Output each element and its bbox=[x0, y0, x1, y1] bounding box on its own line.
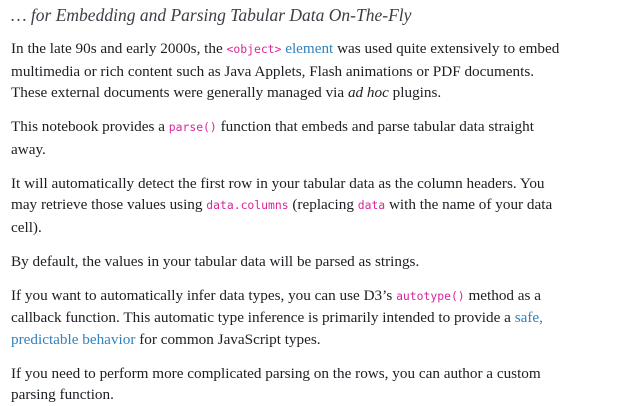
data-code: data bbox=[357, 198, 386, 212]
columns-paragraph bbox=[11, 173, 571, 239]
adhoc-emphasis: ad hoc bbox=[347, 84, 389, 101]
data-columns-code: data.columns bbox=[206, 198, 289, 212]
p3-text-2: (replacing bbox=[288, 196, 358, 213]
autotype-paragraph bbox=[11, 285, 571, 351]
p2-text-2: function that embeds and parse tabular data straight away. bbox=[11, 118, 534, 158]
safe-behavior-link[interactable]: safe, predictable behavior bbox=[11, 309, 543, 348]
parse-code: parse() bbox=[168, 120, 217, 134]
autotype-code: autotype() bbox=[396, 288, 465, 303]
subtitle: … for Embedding and Parsing Tabular Data On-The-Fly bbox=[11, 5, 412, 25]
p5-text-1: If you want to automatically infer data types, you can use D3’s bbox=[11, 286, 397, 304]
p2-text-1: This notebook provides a bbox=[11, 118, 169, 135]
notebook-cell bbox=[11, 0, 571, 406]
p3-text-1: It will automatically detect the first row in your tabular data as the column headers. You may retrieve those values using bbox=[11, 174, 545, 213]
parse-paragraph bbox=[11, 116, 571, 160]
object-code: <object> bbox=[226, 42, 282, 56]
p1-text-3: plugins. bbox=[388, 84, 442, 101]
p3-text-3: with the name of your data cell). bbox=[11, 196, 553, 236]
p5-text-2: method as a callback function. This automatic type inference is primarily intended to provide a bbox=[11, 286, 541, 326]
custom-parsing-paragraph: If you need to perform more complicated parsing on the rows, you can author a custom parsing function. bbox=[11, 364, 541, 403]
intro-paragraph bbox=[11, 38, 571, 104]
p1-text-2: was used quite extensively to embed multimedia or rich content such as Java Applets, Flash animations or PDF documents. These external documents were generally managed via bbox=[11, 40, 560, 101]
default-paragraph: By default, the values in your tabular data will be parsed as strings. bbox=[11, 252, 420, 270]
p1-text-1: In the late 90s and early 2000s, the bbox=[11, 40, 227, 57]
element-link[interactable]: element bbox=[285, 40, 334, 57]
p5-text-3: for common JavaScript types. bbox=[135, 330, 321, 348]
